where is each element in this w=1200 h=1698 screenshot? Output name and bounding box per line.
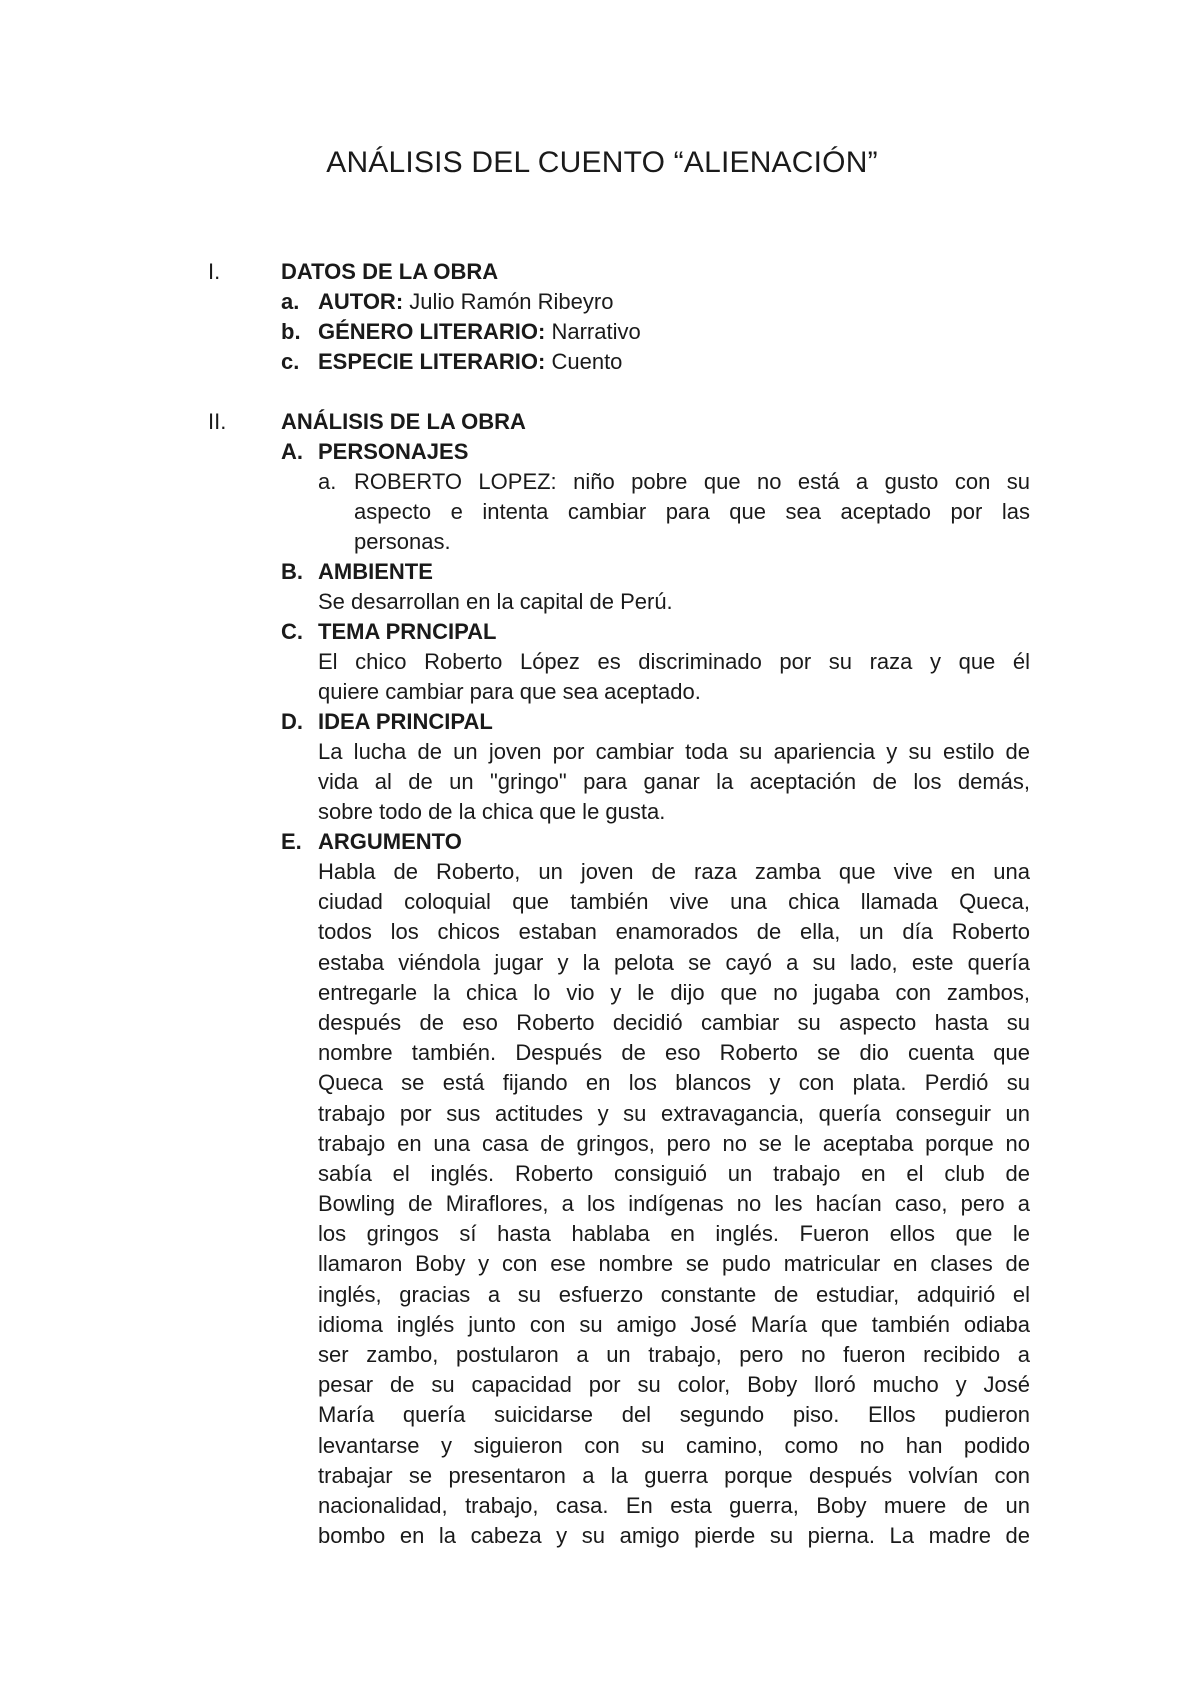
paragraph-line: Queca se está fijando en los blancos y con plata. Perdió su	[318, 1070, 1030, 1096]
subsection-title: AMBIENTE	[318, 559, 433, 584]
section-2-heading: ANÁLISIS DE LA OBRA	[281, 409, 526, 434]
paragraph-line: pesar de su capacidad por su color, Boby lloró mucho y José	[318, 1372, 1030, 1398]
item-value: Cuento	[545, 349, 623, 374]
item-label: AUTOR:	[318, 289, 404, 314]
paragraph-line: idioma inglés junto con su amigo José María que también odiaba	[318, 1311, 1030, 1337]
paragraph-line: personas.	[354, 529, 451, 555]
paragraph-line: Bowling de Miraflores, a los indígenas no les hacían caso, pero a	[318, 1191, 1030, 1217]
paragraph-line: Se desarrollan en la capital de Perú.	[318, 589, 673, 614]
paragraph-line: nombre también. Después de eso Roberto se dio cuenta que	[318, 1040, 1030, 1066]
paragraph-line: ROBERTO LOPEZ: niño pobre que no está a gusto con su	[354, 469, 1030, 494]
paragraph-line: quiere cambiar para que sea aceptado.	[318, 679, 701, 705]
personaje-marker: a.	[318, 469, 337, 494]
paragraph-line: bombo en la cabeza y su amigo pierde su pierna. La madre de	[318, 1523, 1030, 1549]
document-title: ANÁLISIS DEL CUENTO “ALIENACIÓN”	[326, 146, 878, 179]
item-marker: c.	[281, 349, 300, 374]
item-marker: b.	[281, 319, 301, 344]
paragraph-line: entregarle la chica lo vio y le dijo que no jugaba con zambos,	[318, 979, 1030, 1005]
paragraph-line: ciudad coloquial que también vive una chica llamada Queca,	[318, 889, 1030, 915]
tema-paragraph	[318, 647, 1030, 707]
paragraph-line: ser zambo, postularon a un trabajo, pero no fueron recibido a	[318, 1342, 1030, 1367]
paragraph-line: El chico Roberto López es discriminado por su raza y que él	[318, 649, 1030, 674]
section-1-number: I.	[208, 259, 221, 284]
ambiente-paragraph	[318, 587, 1030, 617]
paragraph-line: levantarse y siguieron con su camino, como no han podido	[318, 1432, 1030, 1458]
subsection-marker: C.	[281, 619, 303, 644]
section-2-number: II.	[208, 409, 227, 434]
subsection-title: TEMA PRNCIPAL	[318, 619, 497, 644]
paragraph-line: María quería suicidarse del segundo piso. Ellos pudieron	[318, 1402, 1030, 1428]
argumento-paragraph	[318, 857, 1030, 1551]
paragraph-line: aspecto e intenta cambiar para que sea aceptado por las	[354, 499, 1030, 525]
paragraph-line: sobre todo de la chica que le gusta.	[318, 799, 666, 825]
paragraph-line: trabajo en una casa de gringos, pero no se le aceptaba porque no	[318, 1130, 1030, 1156]
subsection-title: ARGUMENTO	[318, 829, 462, 854]
item-value: Julio Ramón Ribeyro	[403, 289, 614, 314]
subsection-marker: A.	[281, 439, 303, 464]
paragraph-line: Habla de Roberto, un joven de raza zamba que vive en una	[318, 859, 1030, 884]
item-marker: a.	[281, 289, 300, 314]
section-1-heading: DATOS DE LA OBRA	[281, 259, 499, 284]
subsection-title: IDEA PRINCIPAL	[318, 709, 493, 734]
paragraph-line: los gringos sí hasta hablaba en inglés. Fueron ellos que le	[318, 1221, 1030, 1247]
personaje-description	[354, 467, 1030, 558]
paragraph-line: después de eso Roberto decidió cambiar su aspecto hasta su	[318, 1009, 1030, 1035]
paragraph-line: trabajar se presentaron a la guerra porque después volvían con	[318, 1462, 1030, 1488]
item-label: GÉNERO LITERARIO:	[318, 319, 546, 344]
subsection-marker: D.	[281, 709, 303, 734]
paragraph-line: estaba viéndola jugar y la pelota se cayó a su lado, este quería	[318, 949, 1030, 975]
paragraph-line: vida al de un "gringo" para ganar la aceptación de los demás,	[318, 769, 1030, 795]
item-value: Narrativo	[545, 319, 641, 344]
paragraph-line: La lucha de un joven por cambiar toda su apariencia y su estilo de	[318, 739, 1030, 764]
paragraph-line: llamaron Boby y con ese nombre se pudo matricular en clases de	[318, 1251, 1030, 1277]
paragraph-line: nacionalidad, trabajo, casa. En esta guerra, Boby muere de un	[318, 1492, 1030, 1518]
paragraph-line: inglés, gracias a su esfuerzo constante de estudiar, adquirió el	[318, 1281, 1030, 1307]
paragraph-line: sabía el inglés. Roberto consiguió un trabajo en el club de	[318, 1160, 1030, 1186]
item-label: ESPECIE LITERARIO:	[318, 349, 546, 374]
subsection-marker: E.	[281, 829, 302, 854]
paragraph-line: trabajo por sus actitudes y su extravagancia, quería conseguir un	[318, 1100, 1030, 1126]
subsection-title: PERSONAJES	[318, 439, 469, 464]
idea-paragraph	[318, 737, 1030, 828]
paragraph-line: todos los chicos estaban enamorados de ella, un día Roberto	[318, 919, 1030, 945]
subsection-marker: B.	[281, 559, 303, 584]
